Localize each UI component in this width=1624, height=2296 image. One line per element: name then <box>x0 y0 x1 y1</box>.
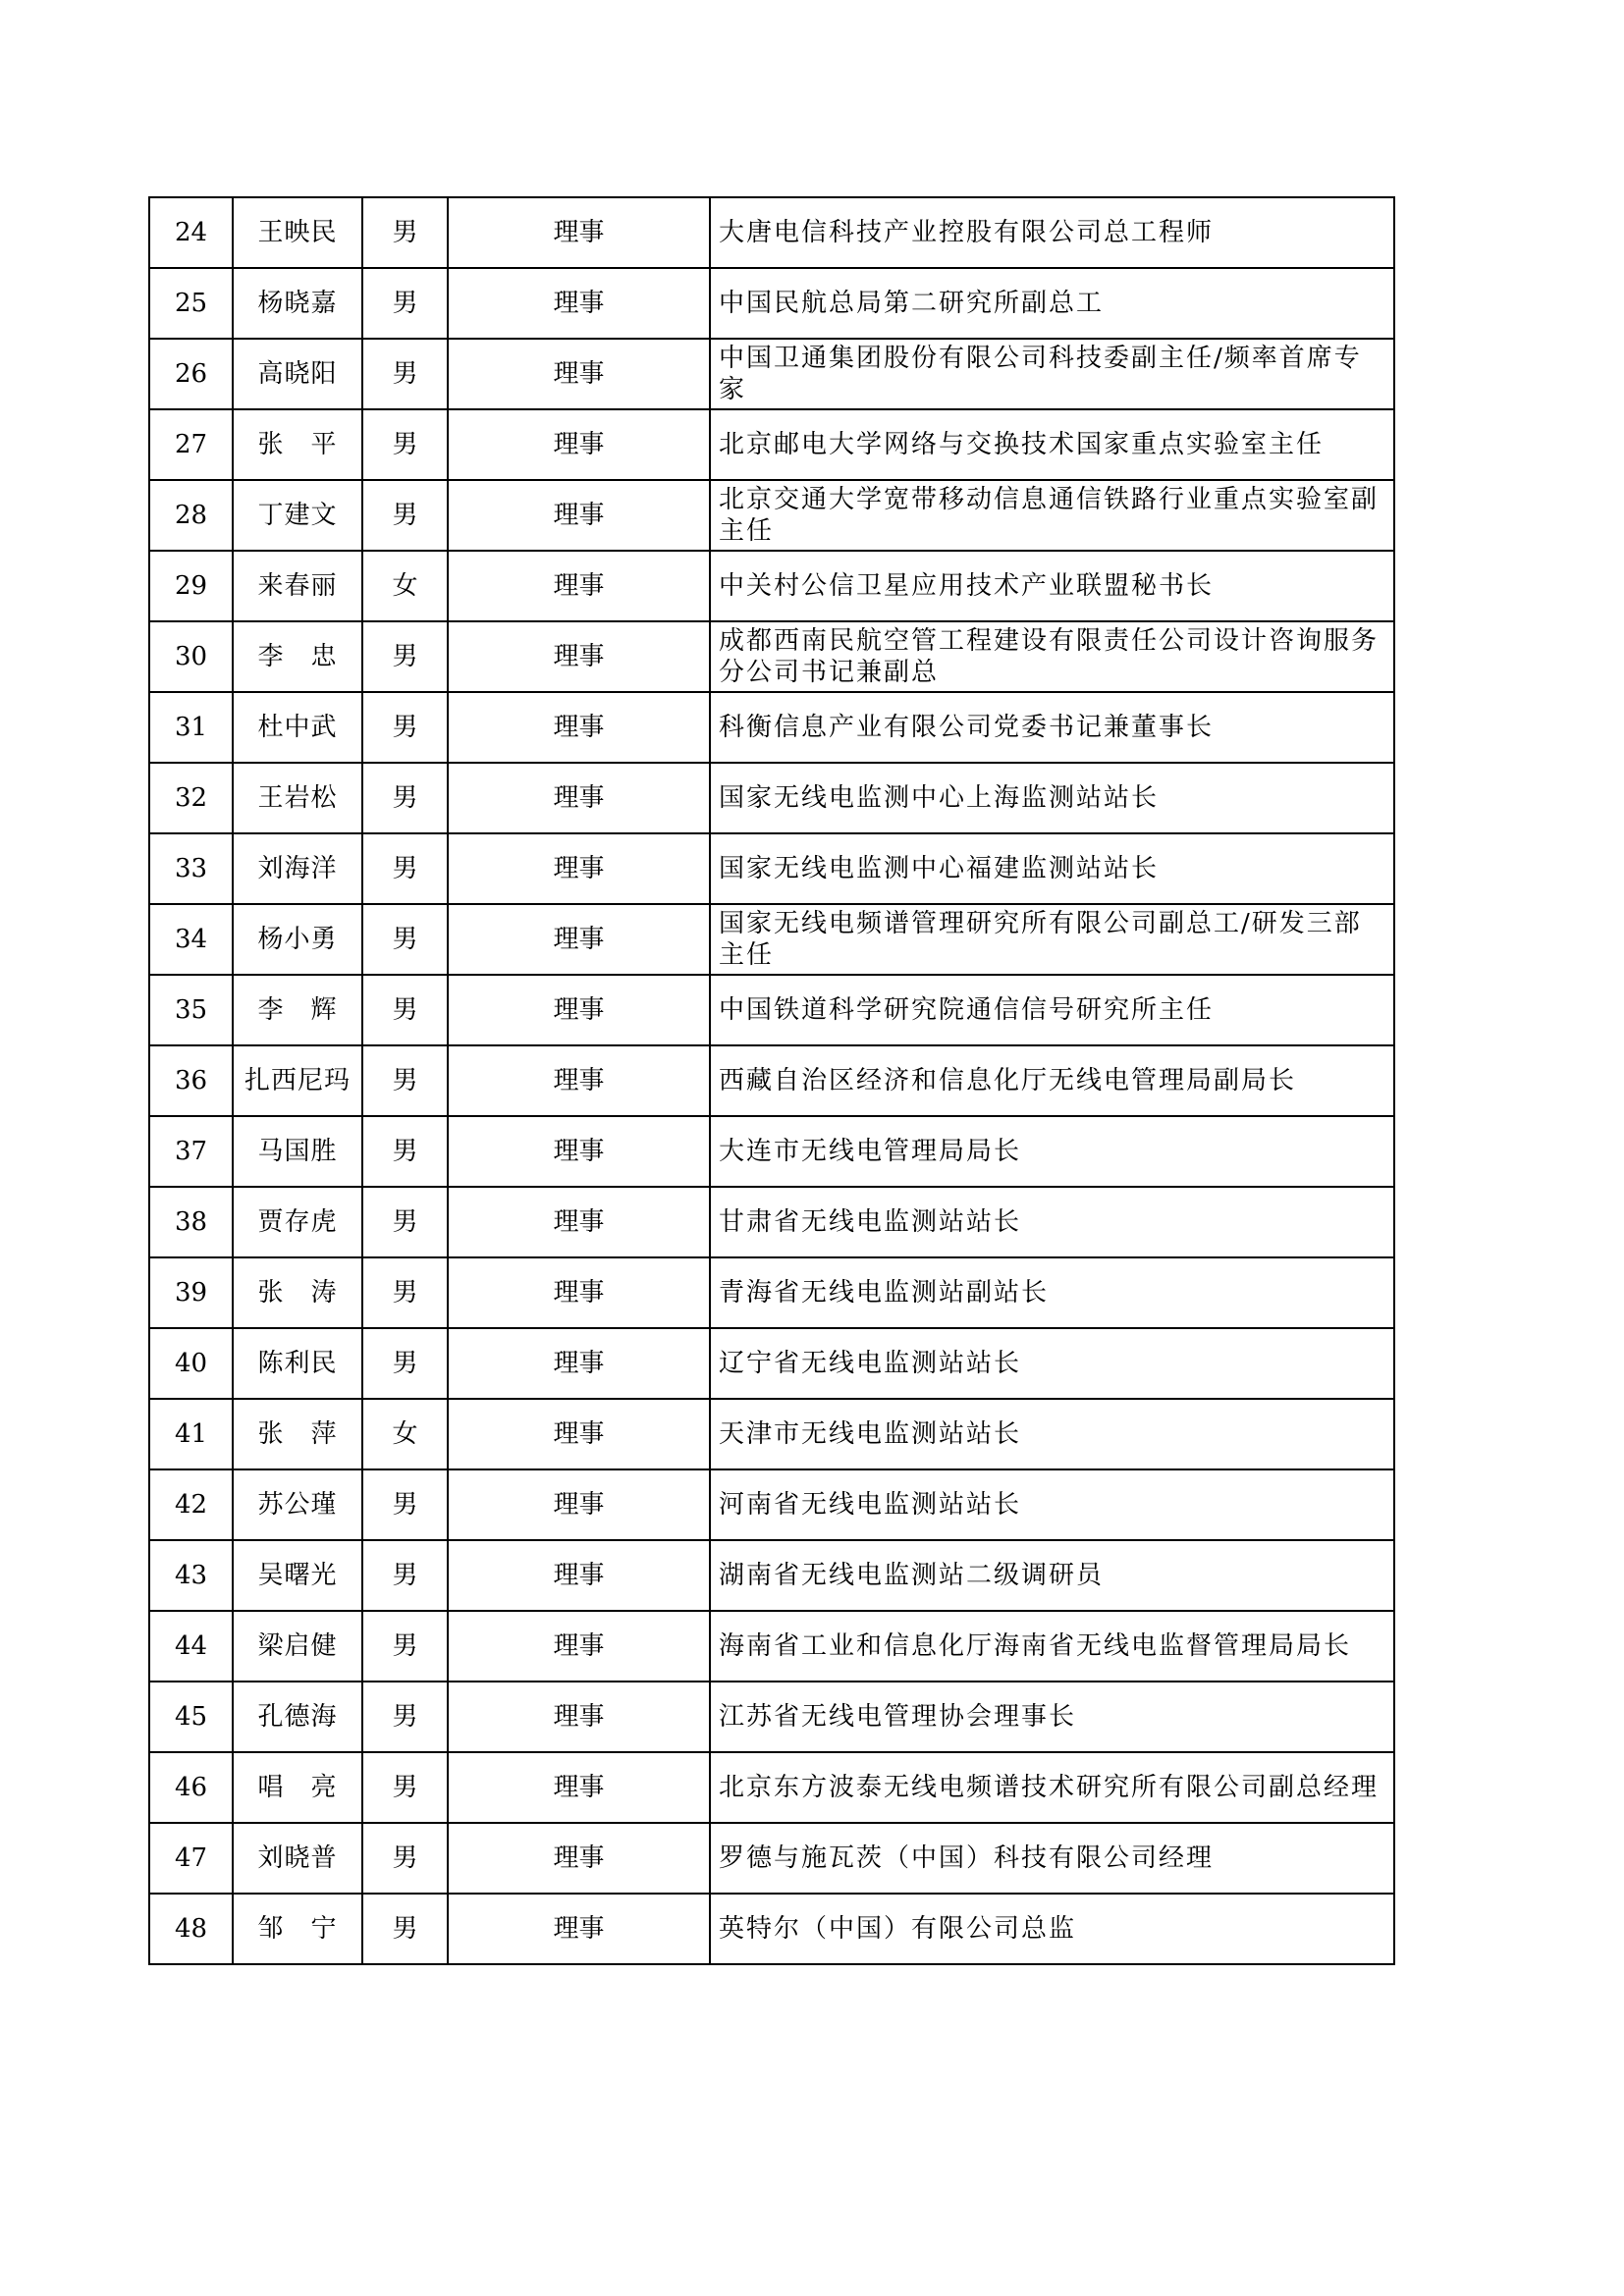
role-cell: 理事 <box>448 1328 710 1399</box>
organization-cell: 罗德与施瓦茨（中国）科技有限公司经理 <box>710 1823 1394 1894</box>
organization-cell: 青海省无线电监测站副站长 <box>710 1257 1394 1328</box>
gender-cell: 男 <box>362 1469 448 1540</box>
no-cell: 27 <box>149 409 233 480</box>
gender-cell: 男 <box>362 975 448 1045</box>
organization-cell: 国家无线电监测中心上海监测站站长 <box>710 763 1394 833</box>
name-cell: 贾存虎 <box>233 1187 362 1257</box>
table-row <box>149 1187 1394 1257</box>
table-row <box>149 1399 1394 1469</box>
no-cell: 39 <box>149 1257 233 1328</box>
gender-cell: 男 <box>362 1540 448 1611</box>
role-cell: 理事 <box>448 621 710 692</box>
role-cell: 理事 <box>448 1823 710 1894</box>
organization-cell: 海南省工业和信息化厅海南省无线电监督管理局局长 <box>710 1611 1394 1682</box>
no-cell: 34 <box>149 904 233 975</box>
role-cell: 理事 <box>448 1187 710 1257</box>
no-cell: 28 <box>149 480 233 551</box>
gender-cell: 男 <box>362 833 448 904</box>
name-cell: 杨小勇 <box>233 904 362 975</box>
no-cell: 25 <box>149 268 233 339</box>
gender-cell: 男 <box>362 1894 448 1964</box>
table-row <box>149 1328 1394 1399</box>
no-cell: 44 <box>149 1611 233 1682</box>
name-cell: 杨晓嘉 <box>233 268 362 339</box>
no-cell: 47 <box>149 1823 233 1894</box>
table-row <box>149 551 1394 621</box>
role-cell: 理事 <box>448 833 710 904</box>
organization-cell: 河南省无线电监测站站长 <box>710 1469 1394 1540</box>
role-cell: 理事 <box>448 763 710 833</box>
table-row <box>149 692 1394 763</box>
gender-cell: 男 <box>362 692 448 763</box>
table-row <box>149 833 1394 904</box>
name-cell: 马国胜 <box>233 1116 362 1187</box>
role-cell: 理事 <box>448 1469 710 1540</box>
table-row <box>149 1540 1394 1611</box>
organization-cell: 中国卫通集团股份有限公司科技委副主任/频率首席专家 <box>710 339 1394 409</box>
name-cell: 李 忠 <box>233 621 362 692</box>
no-cell: 30 <box>149 621 233 692</box>
table-row <box>149 1894 1394 1964</box>
gender-cell: 女 <box>362 1399 448 1469</box>
no-cell: 36 <box>149 1045 233 1116</box>
role-cell: 理事 <box>448 480 710 551</box>
name-cell: 高晓阳 <box>233 339 362 409</box>
gender-cell: 男 <box>362 1257 448 1328</box>
gender-cell: 男 <box>362 621 448 692</box>
organization-cell: 大连市无线电管理局局长 <box>710 1116 1394 1187</box>
table-row <box>149 1823 1394 1894</box>
role-cell: 理事 <box>448 1116 710 1187</box>
name-cell: 张 萍 <box>233 1399 362 1469</box>
no-cell: 31 <box>149 692 233 763</box>
no-cell: 37 <box>149 1116 233 1187</box>
gender-cell: 男 <box>362 409 448 480</box>
table-row <box>149 1682 1394 1752</box>
name-cell: 扎西尼玛 <box>233 1045 362 1116</box>
gender-cell: 男 <box>362 1328 448 1399</box>
name-cell: 唱 亮 <box>233 1752 362 1823</box>
role-cell: 理事 <box>448 904 710 975</box>
no-cell: 48 <box>149 1894 233 1964</box>
name-cell: 孔德海 <box>233 1682 362 1752</box>
organization-cell: 中关村公信卫星应用技术产业联盟秘书长 <box>710 551 1394 621</box>
gender-cell: 男 <box>362 268 448 339</box>
name-cell: 杜中武 <box>233 692 362 763</box>
table-row <box>149 621 1394 692</box>
gender-cell: 男 <box>362 197 448 268</box>
gender-cell: 男 <box>362 339 448 409</box>
role-cell: 理事 <box>448 339 710 409</box>
organization-cell: 英特尔（中国）有限公司总监 <box>710 1894 1394 1964</box>
organization-cell: 中国民航总局第二研究所副总工 <box>710 268 1394 339</box>
role-cell: 理事 <box>448 1257 710 1328</box>
table-row <box>149 1116 1394 1187</box>
role-cell: 理事 <box>448 1752 710 1823</box>
organization-cell: 北京交通大学宽带移动信息通信铁路行业重点实验室副主任 <box>710 480 1394 551</box>
gender-cell: 男 <box>362 1187 448 1257</box>
role-cell: 理事 <box>448 1611 710 1682</box>
organization-cell: 成都西南民航空管工程建设有限责任公司设计咨询服务分公司书记兼副总 <box>710 621 1394 692</box>
organization-cell: 江苏省无线电管理协会理事长 <box>710 1682 1394 1752</box>
gender-cell: 男 <box>362 1611 448 1682</box>
organization-cell: 北京邮电大学网络与交换技术国家重点实验室主任 <box>710 409 1394 480</box>
role-cell: 理事 <box>448 692 710 763</box>
gender-cell: 男 <box>362 1752 448 1823</box>
role-cell: 理事 <box>448 197 710 268</box>
gender-cell: 男 <box>362 904 448 975</box>
organization-cell: 西藏自治区经济和信息化厅无线电管理局副局长 <box>710 1045 1394 1116</box>
table-row <box>149 904 1394 975</box>
gender-cell: 男 <box>362 763 448 833</box>
name-cell: 刘晓普 <box>233 1823 362 1894</box>
name-cell: 王岩松 <box>233 763 362 833</box>
name-cell: 张 平 <box>233 409 362 480</box>
role-cell: 理事 <box>448 1045 710 1116</box>
organization-cell: 辽宁省无线电监测站站长 <box>710 1328 1394 1399</box>
name-cell: 李 辉 <box>233 975 362 1045</box>
no-cell: 29 <box>149 551 233 621</box>
organization-cell: 大唐电信科技产业控股有限公司总工程师 <box>710 197 1394 268</box>
no-cell: 35 <box>149 975 233 1045</box>
role-cell: 理事 <box>448 1399 710 1469</box>
table-row <box>149 1611 1394 1682</box>
name-cell: 吴曙光 <box>233 1540 362 1611</box>
organization-cell: 国家无线电频谱管理研究所有限公司副总工/研发三部主任 <box>710 904 1394 975</box>
table-row <box>149 1045 1394 1116</box>
organization-cell: 科衡信息产业有限公司党委书记兼董事长 <box>710 692 1394 763</box>
table-row <box>149 975 1394 1045</box>
table-row <box>149 268 1394 339</box>
role-cell: 理事 <box>448 1894 710 1964</box>
table-row <box>149 339 1394 409</box>
no-cell: 24 <box>149 197 233 268</box>
name-cell: 邹 宁 <box>233 1894 362 1964</box>
no-cell: 42 <box>149 1469 233 1540</box>
table-body <box>149 197 1394 1964</box>
table-row <box>149 1257 1394 1328</box>
no-cell: 32 <box>149 763 233 833</box>
name-cell: 陈利民 <box>233 1328 362 1399</box>
table-row <box>149 1752 1394 1823</box>
gender-cell: 男 <box>362 480 448 551</box>
gender-cell: 女 <box>362 551 448 621</box>
role-cell: 理事 <box>448 551 710 621</box>
table-row <box>149 763 1394 833</box>
organization-cell: 天津市无线电监测站站长 <box>710 1399 1394 1469</box>
organization-cell: 国家无线电监测中心福建监测站站长 <box>710 833 1394 904</box>
organization-cell: 湖南省无线电监测站二级调研员 <box>710 1540 1394 1611</box>
organization-cell: 甘肃省无线电监测站站长 <box>710 1187 1394 1257</box>
table-row <box>149 197 1394 268</box>
gender-cell: 男 <box>362 1045 448 1116</box>
table-row <box>149 409 1394 480</box>
role-cell: 理事 <box>448 1540 710 1611</box>
no-cell: 26 <box>149 339 233 409</box>
gender-cell: 男 <box>362 1116 448 1187</box>
role-cell: 理事 <box>448 409 710 480</box>
no-cell: 45 <box>149 1682 233 1752</box>
no-cell: 40 <box>149 1328 233 1399</box>
no-cell: 33 <box>149 833 233 904</box>
name-cell: 梁启健 <box>233 1611 362 1682</box>
organization-cell: 中国铁道科学研究院通信信号研究所主任 <box>710 975 1394 1045</box>
role-cell: 理事 <box>448 1682 710 1752</box>
gender-cell: 男 <box>362 1823 448 1894</box>
name-cell: 张 涛 <box>233 1257 362 1328</box>
gender-cell: 男 <box>362 1682 448 1752</box>
council-member-table <box>148 196 1395 1965</box>
no-cell: 38 <box>149 1187 233 1257</box>
table-row <box>149 1469 1394 1540</box>
name-cell: 来春丽 <box>233 551 362 621</box>
name-cell: 王映民 <box>233 197 362 268</box>
no-cell: 41 <box>149 1399 233 1469</box>
no-cell: 46 <box>149 1752 233 1823</box>
table-row <box>149 480 1394 551</box>
organization-cell: 北京东方波泰无线电频谱技术研究所有限公司副总经理 <box>710 1752 1394 1823</box>
name-cell: 刘海洋 <box>233 833 362 904</box>
role-cell: 理事 <box>448 975 710 1045</box>
name-cell: 苏公瑾 <box>233 1469 362 1540</box>
name-cell: 丁建文 <box>233 480 362 551</box>
role-cell: 理事 <box>448 268 710 339</box>
no-cell: 43 <box>149 1540 233 1611</box>
